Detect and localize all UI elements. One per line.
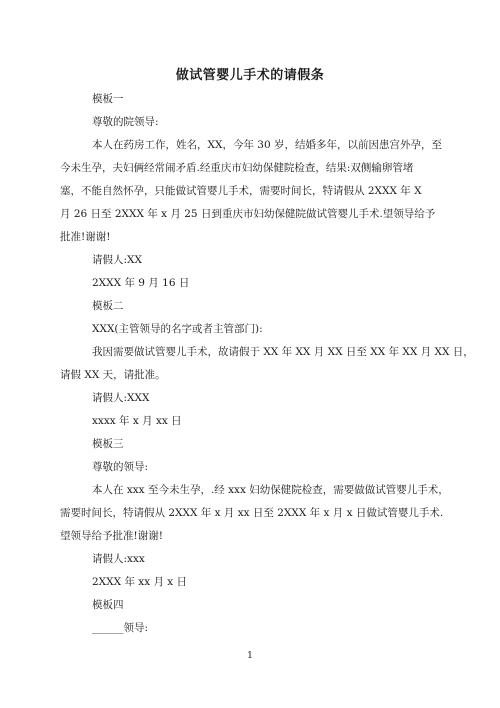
template2-body-line: 我因需要做试管婴儿手术，故请假于 XX 年 XX 月 XX 日至 XX 年 XX 月 XX 日， xyxy=(92,346,474,358)
template3-date: 2XXX 年 xx 月 x 日 xyxy=(92,576,188,588)
template3-salutation: 尊敬的领导: xyxy=(92,461,149,473)
template1-body-line: 塞，不能自然怀孕，只能做试管婴儿手术，需要时间长，特请假从 2XXX 年 X xyxy=(60,185,422,197)
template3-signer: 请假人:xxx xyxy=(92,553,145,565)
template2-signer: 请假人:XXX xyxy=(92,392,150,404)
template3-body-line: 望领导给予批准!谢谢! xyxy=(60,530,163,542)
template1-body-line: 月 26 日至 2XXX 年 x 月 25 日到重庆市妇幼保健院做试管婴儿手术.望领导给予 xyxy=(60,208,436,220)
template1-salutation: 尊敬的院领导: xyxy=(92,116,159,128)
template2-salutation: XXX(主管领导的名字或者主管部门): xyxy=(92,323,263,335)
template4-heading: 模板四 xyxy=(92,599,124,611)
template2-date: xxxx 年 x 月 xx 日 xyxy=(92,415,182,427)
page-number: 1 xyxy=(247,651,253,661)
template3-body-line: 需要时间长，特请假从 2XXX 年 x 月 xx 日至 2XXX 年 x 月 x 日做试管婴儿手术. xyxy=(60,507,444,519)
template3-heading: 模板三 xyxy=(92,438,124,450)
template1-body-line: 本人在药房工作，姓名，XX，今年 30 岁，结婚多年，以前因患宫外孕，至 xyxy=(92,139,442,151)
document-title: 做试管婴儿手术的请假条 xyxy=(175,68,325,83)
template1-signer: 请假人:XX xyxy=(92,254,142,266)
template3-body-line: 本人在 xxx 至今未生孕，.经 xxx 妇幼保健院检查，需要做做试管婴儿手术， xyxy=(92,484,449,496)
template1-heading: 模板一 xyxy=(92,93,124,105)
template1-date: 2XXX 年 9 月 16 日 xyxy=(92,277,190,289)
template4-salutation: ______领导: xyxy=(92,622,149,634)
template1-body-line: 今未生孕，夫妇俩经常闹矛盾.经重庆市妇幼保健院检查，结果:双侧输卵管堵 xyxy=(60,162,414,174)
template2-heading: 模板二 xyxy=(92,300,124,312)
template1-body-line: 批准!谢谢! xyxy=(60,231,111,243)
template2-body-line: 请假 XX 天，请批准。 xyxy=(60,369,166,381)
